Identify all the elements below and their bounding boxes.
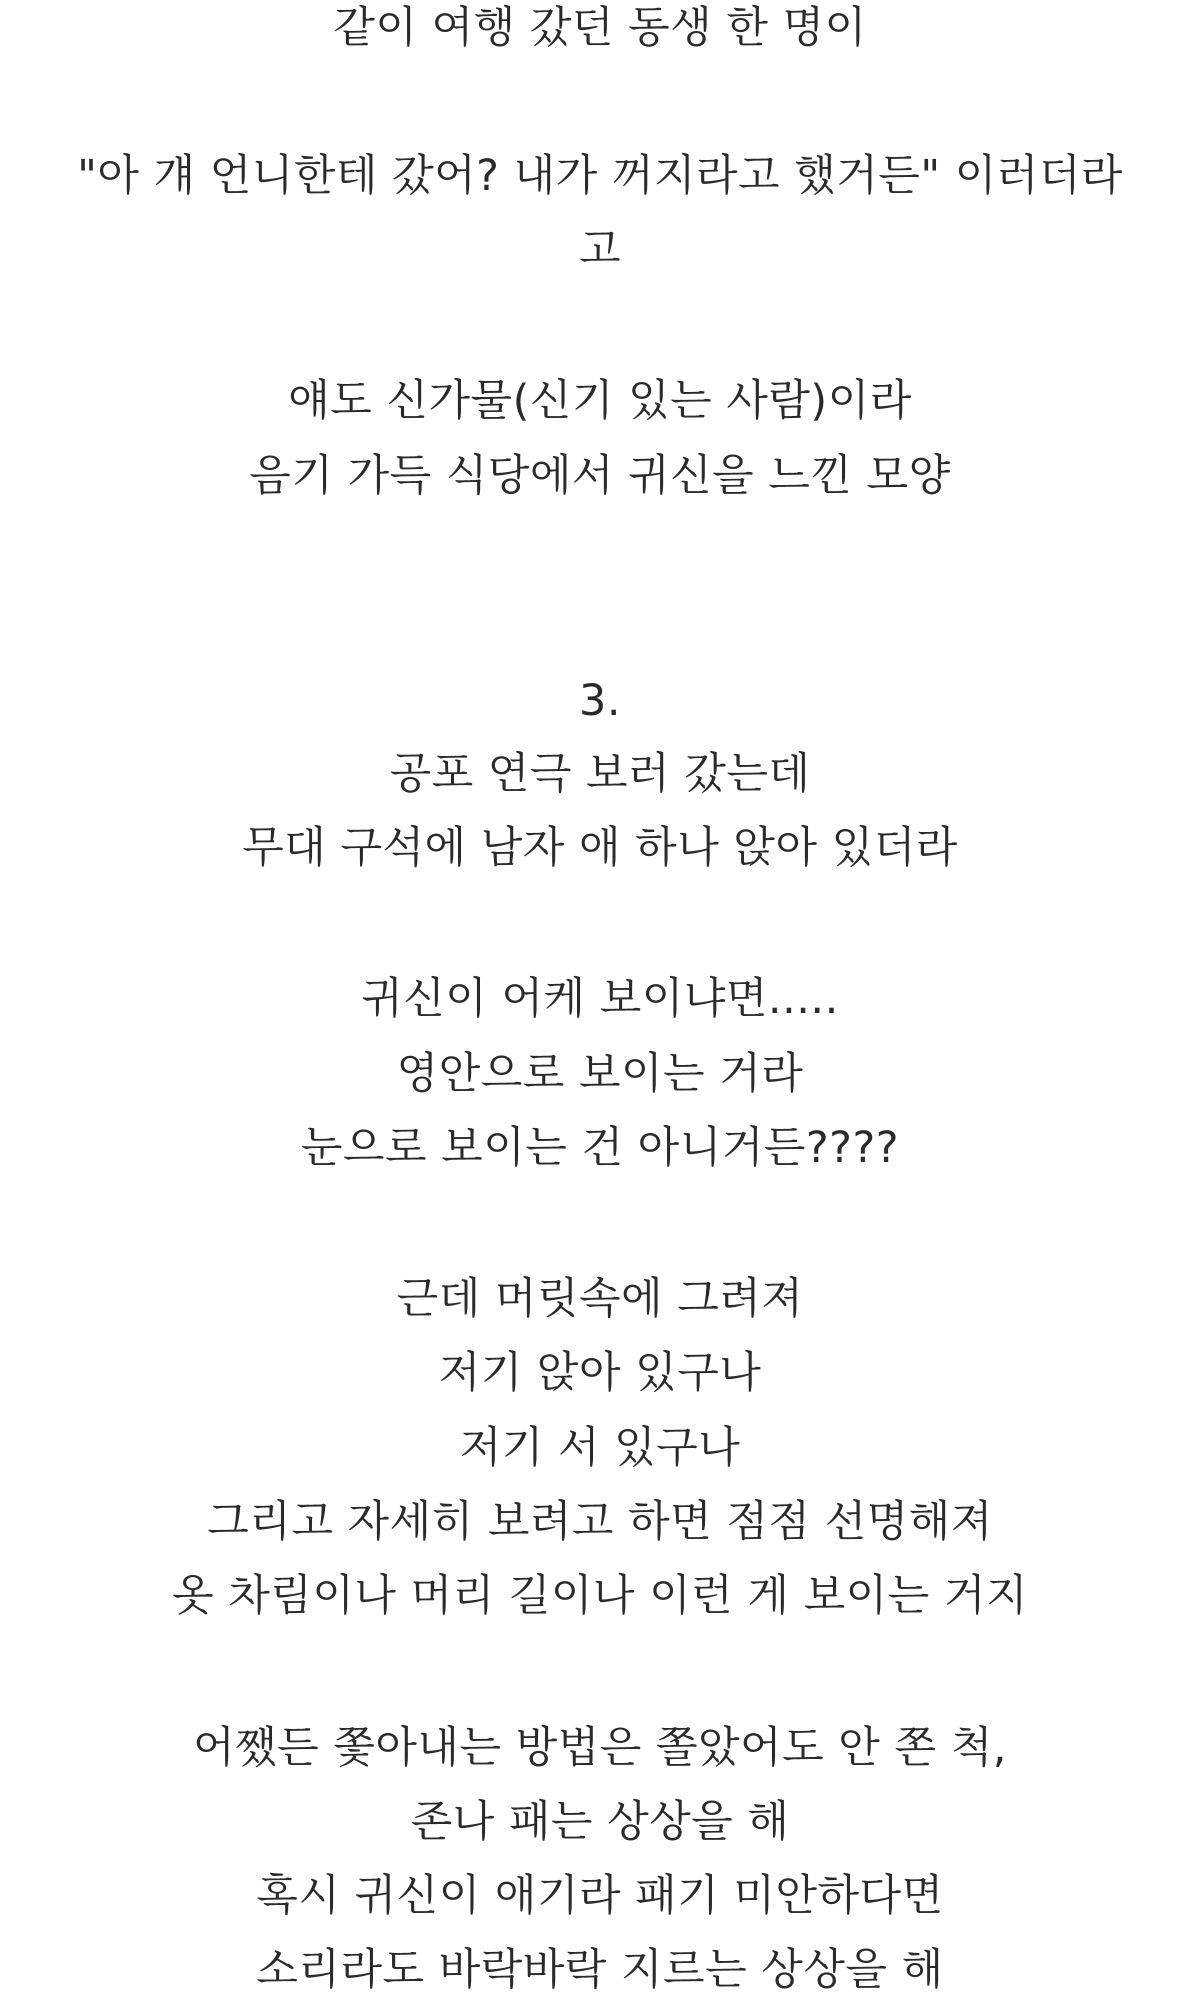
text-line: 그리고 자세히 보려고 하면 점점 선명해져 [207,1497,993,1547]
text-line: 무대 구석에 남자 애 하나 앉아 있더라 [242,823,958,873]
text-line: 공포 연극 보러 갔는데 [389,749,811,799]
text-line: 음기 가득 식당에서 귀신을 느낀 모양 [249,451,951,501]
text-line: 어쨌든 쫓아내는 방법은 쫄았어도 안 쫀 척, [193,1723,1007,1773]
text-line: 같이 여행 갔던 동생 한 명이 [333,3,867,53]
text-line: 눈으로 보이는 건 아니거든???? [300,1123,900,1173]
text-line: 옷 차림이나 머리 길이나 이런 게 보이는 거지 [172,1571,1028,1621]
text-line: 고 [578,225,622,275]
text-line: 저기 앉아 있구나 [438,1348,762,1398]
text-line: 얘도 신가물(신기 있는 사람)이라 [288,376,912,426]
text-line: 근데 머릿속에 그려져 [396,1274,804,1324]
section-number: 3. [578,676,622,726]
text-line: 저기 서 있구나 [459,1423,741,1473]
text-line: 존나 패는 상상을 해 [410,1797,790,1847]
text-line: 영안으로 보이는 거라 [396,1049,804,1099]
text-line: 소리라도 바락바락 지르는 상상을 해 [256,1945,944,1995]
text-line: 혹시 귀신이 애기라 패기 미안하다면 [256,1871,944,1921]
text-line: "아 걔 언니한테 갔어? 내가 꺼지라고 했거든" 이러더라 [77,151,1123,201]
text-line: 귀신이 어케 보이냐면..... [361,974,839,1024]
